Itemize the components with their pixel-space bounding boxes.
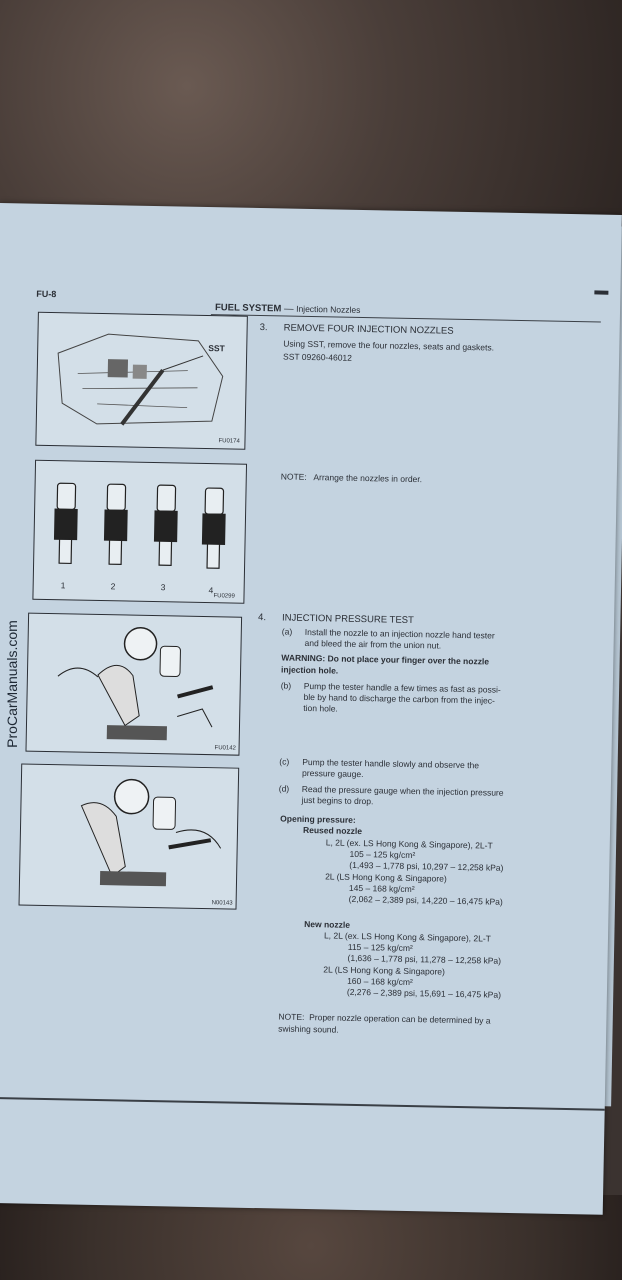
header-section: FUEL SYSTEM bbox=[214, 302, 282, 315]
new-model-1: L, 2L (ex. LS Hong Kong & Singapore), 2L-T bbox=[323, 930, 492, 944]
reused-nozzle-heading: Reused nozzle bbox=[302, 824, 363, 837]
reused-value-1-alt: (1,493 – 1,778 psi, 10,297 – 12,258 kPa) bbox=[349, 859, 504, 873]
step4-c-label: (c) bbox=[279, 756, 290, 767]
page-code: FU-8 bbox=[36, 288, 57, 300]
tester-illustration-2 bbox=[20, 765, 239, 909]
step4-b-label: (b) bbox=[280, 680, 292, 691]
step4-a-label: (a) bbox=[281, 626, 293, 637]
table-surface-top bbox=[0, 0, 622, 215]
figure-code: FU0299 bbox=[213, 593, 235, 600]
nozzle-number-4: 4 bbox=[208, 585, 214, 596]
figure-code: N00143 bbox=[211, 900, 233, 907]
step3-number: 3. bbox=[259, 322, 268, 334]
new-value-1-alt: (1,636 – 1,778 psi, 11,278 – 12,258 kPa) bbox=[347, 952, 502, 966]
step4-b-line2: ble by hand to discharge the carbon from the injec- bbox=[303, 691, 496, 706]
nozzle-number-1: 1 bbox=[60, 580, 66, 591]
reused-value-2-alt: (2,062 – 2,389 psi, 14,220 – 16,475 kPa) bbox=[348, 893, 503, 907]
figure-tester-gauge bbox=[19, 764, 240, 910]
step4-c-line1: Pump the tester handle slowly and observe the bbox=[302, 756, 480, 771]
warning-line2: injection hole. bbox=[281, 664, 339, 676]
header-rule bbox=[211, 314, 601, 322]
step4-a-line2: and bleed the air from the union nut. bbox=[304, 637, 442, 651]
new-value-2: 160 – 168 kg/cm² bbox=[347, 975, 413, 988]
step4-d-label: (d) bbox=[278, 783, 290, 794]
opening-pressure-heading: Opening pressure: bbox=[280, 813, 356, 825]
step4-note-line2: swishing sound. bbox=[278, 1023, 339, 1035]
sst-label: SST bbox=[208, 343, 225, 354]
figure-code: FU0174 bbox=[218, 438, 240, 445]
step3-line1: Using SST, remove the four nozzles, seats and gaskets. bbox=[283, 338, 495, 353]
step4-d-line2: just begins to drop. bbox=[301, 794, 374, 807]
page-bottom-rule bbox=[0, 1097, 605, 1111]
header-topic: Injection Nozzles bbox=[296, 303, 361, 315]
step4-d-line1: Read the pressure gauge when the injection pressure bbox=[301, 783, 504, 798]
step4-title: INJECTION PRESSURE TEST bbox=[281, 612, 414, 627]
new-value-2-alt: (2,276 – 2,389 psi, 15,691 – 16,475 kPa) bbox=[346, 986, 502, 1000]
new-nozzle-heading: New nozzle bbox=[304, 918, 351, 930]
step3-line2: SST 09260-46012 bbox=[283, 351, 353, 363]
step4-c-line2: pressure gauge. bbox=[302, 767, 364, 780]
reused-value-1: 105 – 125 kg/cm² bbox=[349, 848, 416, 861]
tester-illustration-1 bbox=[26, 614, 241, 755]
header-dash: — bbox=[283, 303, 294, 315]
figure-tester-bleed bbox=[25, 613, 242, 756]
watermark: ProCarManuals.com bbox=[4, 620, 20, 748]
new-model-2: 2L (LS Hong Kong & Singapore) bbox=[323, 964, 446, 977]
engine-illustration bbox=[36, 313, 246, 449]
side-tab bbox=[594, 290, 608, 294]
note-label: NOTE: bbox=[280, 471, 307, 482]
step4-a-line1: Install the nozzle to an injection nozzle hand tester bbox=[304, 626, 495, 641]
new-value-1: 115 – 125 kg/cm² bbox=[347, 941, 413, 954]
nozzle-number-2: 2 bbox=[110, 581, 116, 592]
step4-b-line3: tion hole. bbox=[303, 702, 338, 714]
note-text: Arrange the nozzles in order. bbox=[313, 472, 423, 485]
nozzle-number-3: 3 bbox=[160, 582, 166, 593]
reused-model-1: L, 2L (ex. LS Hong Kong & Singapore), 2L-T bbox=[325, 837, 493, 851]
note-label: NOTE: bbox=[278, 1011, 305, 1022]
figure-nozzles-order bbox=[32, 460, 247, 604]
warning-line1: WARNING: Do not place your finger over the nozzle bbox=[281, 652, 490, 667]
step4-b-line1: Pump the tester handle a few times as fast as possi- bbox=[303, 680, 501, 695]
figure-code: FU0142 bbox=[214, 745, 236, 752]
figure-sst-removal bbox=[35, 312, 248, 450]
step3-title: REMOVE FOUR INJECTION NOZZLES bbox=[283, 322, 454, 337]
step3-note bbox=[281, 470, 423, 485]
manual-page bbox=[0, 203, 622, 1215]
reused-value-2: 145 – 168 kg/cm² bbox=[348, 882, 415, 895]
reused-model-2: 2L (LS Hong Kong & Singapore) bbox=[325, 871, 447, 884]
step4-number: 4. bbox=[257, 612, 267, 624]
note-text: Proper nozzle operation can be determined by a bbox=[309, 1012, 491, 1026]
